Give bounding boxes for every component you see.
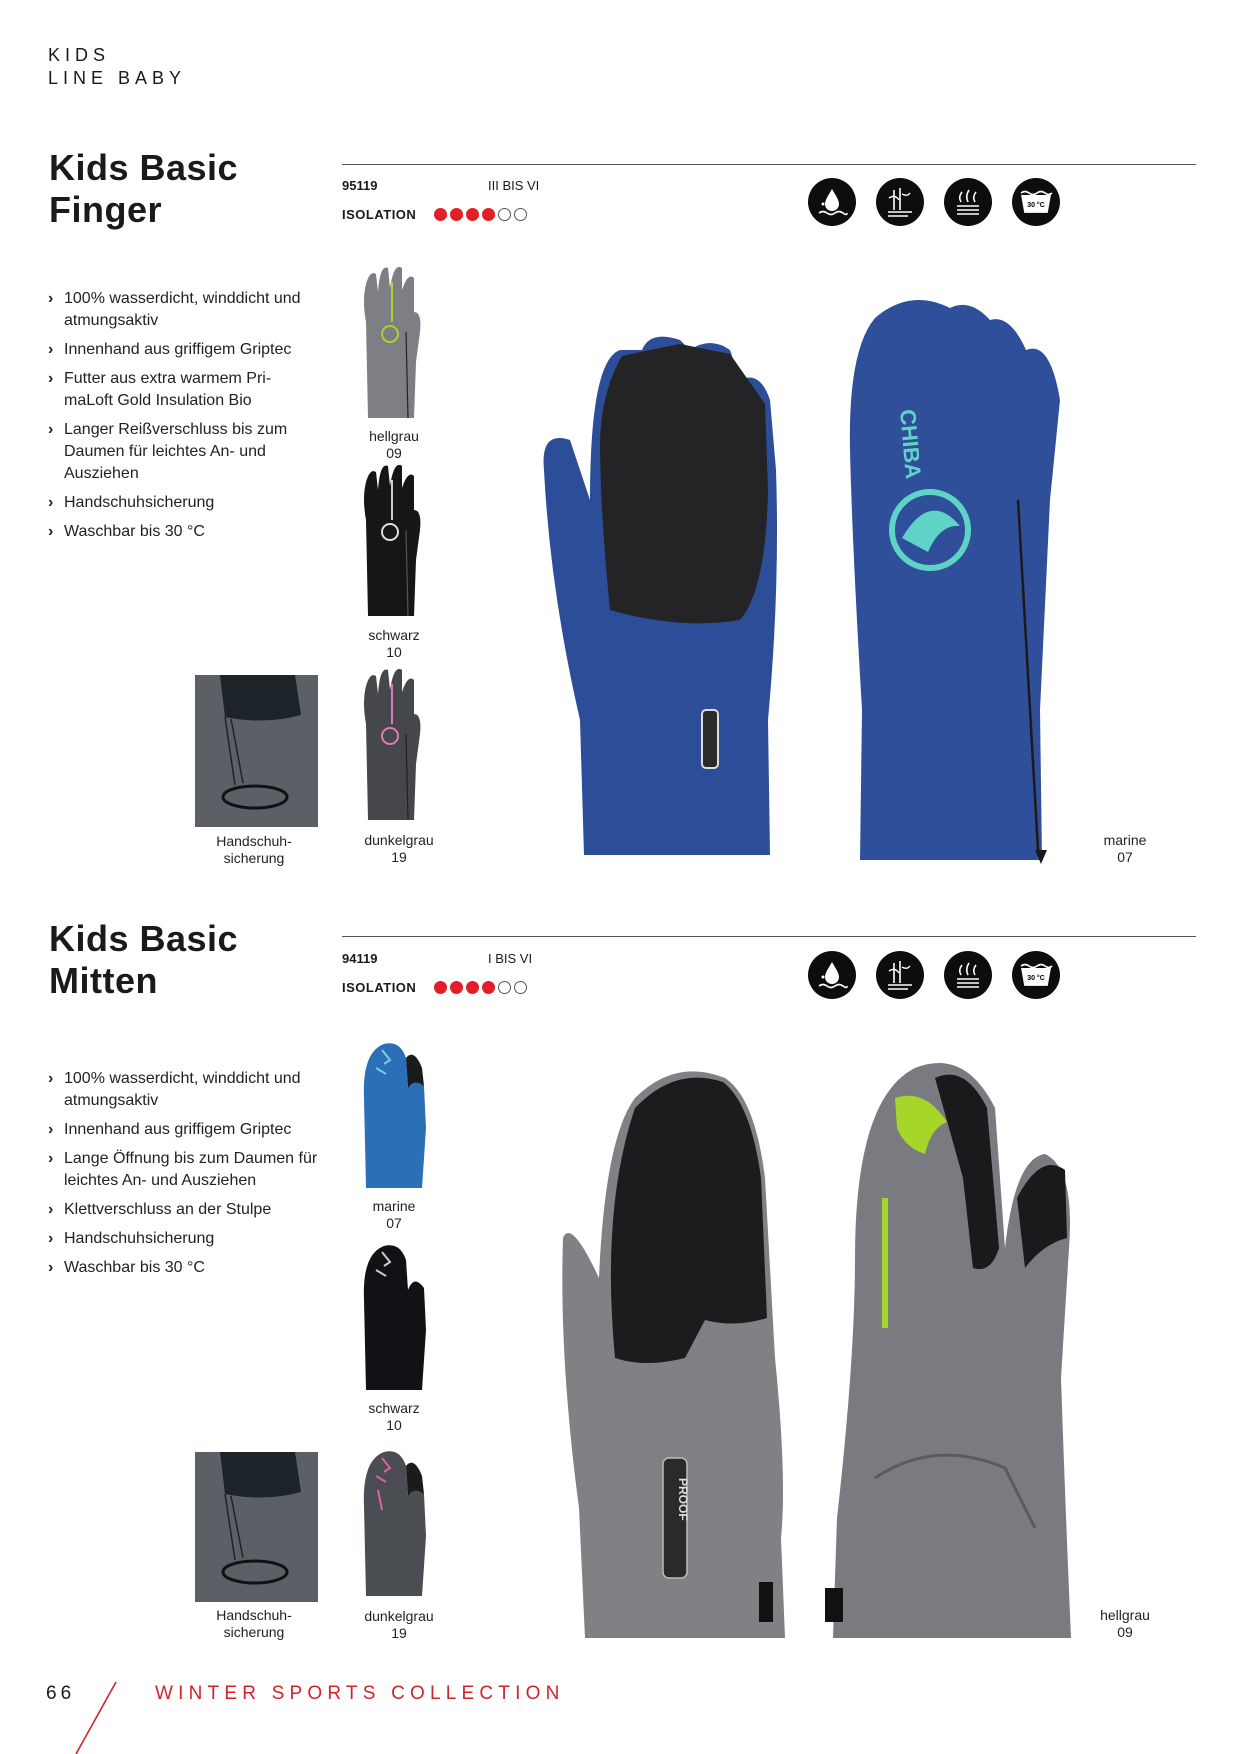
isolation-rating [434, 208, 527, 221]
feature-item: › Innenhand aus griffigem Griptec [48, 339, 318, 361]
catalog-title: WINTER SPORTS COLLECTION [155, 1683, 565, 1704]
feature-item: › Innenhand aus griffigem Griptec [48, 1119, 318, 1141]
variant-code: 10 [386, 1417, 402, 1433]
detail-caption: Handschuh- sicherung [216, 1607, 292, 1640]
isolation-label: ISOLATION [342, 207, 417, 222]
feature-item: › Langer Reißverschluss bis zum Daumen für leichtes An- und Ausziehen [48, 419, 318, 485]
article-number: 94119 [342, 951, 378, 966]
variant-color: schwarz [368, 1400, 420, 1416]
variant-color: hellgrau [369, 428, 419, 444]
variant-code: 09 [386, 445, 402, 461]
main-caption [1090, 832, 1160, 866]
rating-dot [450, 208, 463, 221]
header-line2: LINE BABY [48, 68, 187, 88]
variant-caption [356, 832, 442, 866]
brand-logo-text: CHIBA [895, 408, 926, 480]
rating-dot [466, 981, 479, 994]
variant-code: 19 [391, 1625, 407, 1641]
product-title [49, 918, 238, 1002]
main-code: 09 [1117, 1624, 1133, 1640]
detail-caption: Handschuh- sicherung [216, 833, 292, 866]
temperature-range: III BIS VI [488, 178, 540, 193]
variant-image-dunkelgrau[interactable] [352, 664, 432, 824]
feature-item: › Waschbar bis 30 °C [48, 1257, 318, 1279]
main-code: 07 [1117, 849, 1133, 865]
variant-code: 19 [391, 849, 407, 865]
breathable-icon [944, 178, 992, 226]
variant-color: dunkelgrau [364, 832, 434, 848]
variant-caption [354, 1400, 434, 1434]
proof-tag-text: PROOF [676, 1478, 690, 1521]
variant-image-hellgrau[interactable] [352, 262, 432, 422]
main-color: hellgrau [1100, 1607, 1150, 1623]
windproof-icon [876, 178, 924, 226]
variant-code: 07 [386, 1215, 402, 1231]
waterproof-icon [808, 178, 856, 226]
rating-dot [434, 208, 447, 221]
isolation-label: ISOLATION [342, 980, 417, 995]
main-caption [1090, 1607, 1160, 1641]
variant-color: schwarz [368, 627, 420, 643]
feature-item: › Waschbar bis 30 °C [48, 521, 318, 543]
feature-list [48, 288, 318, 550]
footer-slash-divider [70, 1678, 120, 1754]
rating-dot [482, 208, 495, 221]
section-divider [342, 164, 1196, 165]
page-number: 66 [46, 1683, 76, 1704]
rating-dot [482, 981, 495, 994]
article-number: 95119 [342, 178, 378, 193]
rating-dot [466, 208, 479, 221]
variant-caption [354, 428, 434, 462]
feature-item: › Lange Öffnung bis zum Daumen für leichtes An- und Ausziehen [48, 1148, 318, 1192]
variant-image-marine[interactable] [356, 1038, 436, 1194]
variant-image-dunkelgrau[interactable] [356, 1446, 436, 1602]
product-title-line1: Kids Basic [49, 147, 239, 188]
feature-list [48, 1068, 318, 1286]
wash-label: 30 °C [1027, 975, 1045, 982]
glove-leash-detail-image [195, 1452, 318, 1602]
main-product-image-mitten [555, 1058, 1115, 1648]
breathable-icon [944, 951, 992, 999]
wash-label: 30 °C [1027, 202, 1045, 209]
rating-dot [498, 981, 511, 994]
temperature-range: I BIS VI [488, 951, 533, 966]
feature-item: › 100% wasserdicht, winddicht und atmungsaktiv [48, 1068, 318, 1112]
variant-code: 10 [386, 644, 402, 660]
windproof-icon [876, 951, 924, 999]
section-divider [342, 936, 1196, 937]
product-title-line2: Finger [49, 189, 163, 230]
variant-caption [356, 1608, 442, 1642]
main-product-image-finger-glove [530, 290, 1090, 870]
feature-item: › Klettverschluss an der Stulpe [48, 1199, 318, 1221]
feature-item: › Handschuhsicherung [48, 492, 318, 514]
variant-caption [354, 1198, 434, 1232]
variant-image-schwarz[interactable] [356, 1240, 436, 1396]
rating-dot [434, 981, 447, 994]
wash-30-icon [1012, 178, 1060, 226]
feature-item: › Futter aus extra warmem Pri-maLoft Gold Insulation Bio [48, 368, 318, 412]
variant-color: marine [372, 1198, 416, 1214]
header-line1: KIDS [48, 45, 111, 65]
feature-item: › Handschuhsicherung [48, 1228, 318, 1250]
product-title-line2: Mitten [49, 960, 158, 1001]
rating-dot [514, 208, 527, 221]
variant-color: dunkelgrau [364, 1608, 434, 1624]
product-title-line1: Kids Basic [49, 918, 239, 959]
main-color: marine [1103, 832, 1147, 848]
glove-leash-detail-image [195, 675, 318, 827]
variant-caption [354, 627, 434, 661]
isolation-rating [434, 981, 527, 994]
feature-item: › 100% wasserdicht, winddicht und atmungsaktiv [48, 288, 318, 332]
waterproof-icon [808, 951, 856, 999]
rating-dot [450, 981, 463, 994]
variant-image-schwarz[interactable] [352, 460, 432, 620]
rating-dot [498, 208, 511, 221]
wash-30-icon [1012, 951, 1060, 999]
product-title [49, 147, 238, 231]
rating-dot [514, 981, 527, 994]
